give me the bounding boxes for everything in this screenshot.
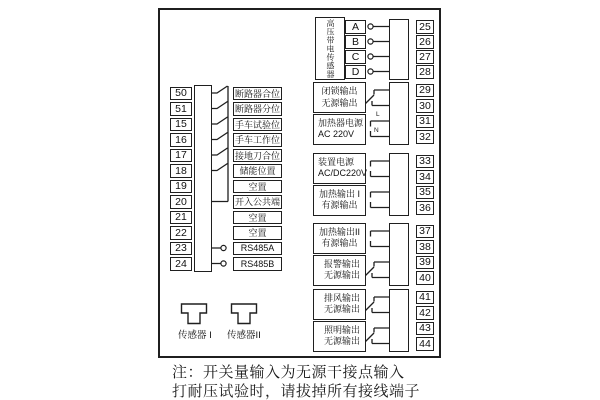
terminal-number-28: 28 bbox=[416, 65, 434, 79]
right-terminal-strip-33-36 bbox=[389, 153, 409, 217]
output-label-block bbox=[313, 114, 366, 145]
terminal-number-21: 21 bbox=[170, 211, 192, 225]
input-label: RS485B bbox=[233, 257, 282, 271]
note-line-2: 打耐压试验时，请拔掉所有接线端子 bbox=[172, 383, 421, 400]
input-label: 开入公共端 bbox=[233, 195, 282, 209]
terminal-number-32: 32 bbox=[416, 130, 434, 144]
output-label-line: 加热输出 I bbox=[318, 189, 360, 199]
output-label-line: 无源输出 bbox=[323, 336, 360, 347]
terminal-number-50: 50 bbox=[170, 87, 192, 101]
terminal-number-36: 36 bbox=[416, 201, 434, 215]
output-label-line: 无源输出 bbox=[321, 97, 358, 108]
output-label-line: 排风输出 bbox=[323, 293, 360, 303]
terminal-number-23: 23 bbox=[170, 242, 192, 256]
terminal-number-44: 44 bbox=[416, 337, 434, 351]
hv-channel-c: C bbox=[345, 50, 366, 64]
output-label-block bbox=[313, 289, 366, 321]
output-label-block bbox=[313, 82, 366, 113]
left-terminal-strip bbox=[194, 85, 212, 273]
hv-channel-d: D bbox=[345, 65, 366, 79]
terminal-number-25: 25 bbox=[416, 20, 434, 34]
output-label-line: AC/DC220V bbox=[318, 168, 368, 179]
right-terminal-strip-25-28 bbox=[389, 19, 409, 81]
wire-label-l: L bbox=[376, 111, 380, 118]
terminal-number-20: 20 bbox=[170, 195, 192, 209]
output-label-line: 装置电源 bbox=[318, 157, 355, 167]
input-label: 接地刀合位 bbox=[233, 149, 282, 163]
terminal-number-16: 16 bbox=[170, 133, 192, 147]
note-line-1: 注：开关量输入为无源干接点输入 bbox=[172, 364, 405, 381]
input-label: 空置 bbox=[233, 180, 282, 194]
input-label: 手车工作位 bbox=[233, 133, 282, 147]
output-label-line: 有源输出 bbox=[321, 238, 358, 249]
terminal-number-42: 42 bbox=[416, 306, 434, 320]
output-label-line: 闭锁输出 bbox=[321, 86, 358, 97]
hv-channel-b: B bbox=[345, 35, 366, 49]
terminal-number-33: 33 bbox=[416, 155, 434, 169]
terminal-number-34: 34 bbox=[416, 170, 434, 184]
output-label-block bbox=[313, 185, 366, 217]
terminal-number-38: 38 bbox=[416, 240, 434, 254]
output-label-block bbox=[313, 153, 366, 185]
output-label-block bbox=[313, 321, 366, 353]
terminal-number-27: 27 bbox=[416, 50, 434, 64]
input-label: RS485A bbox=[233, 242, 282, 256]
terminal-number-30: 30 bbox=[416, 99, 434, 113]
output-label-block bbox=[313, 255, 366, 287]
terminal-number-37: 37 bbox=[416, 225, 434, 239]
terminal-number-17: 17 bbox=[170, 149, 192, 163]
hv-channel-a: A bbox=[345, 20, 366, 34]
terminal-number-51: 51 bbox=[170, 102, 192, 116]
output-label-line: AC 220V bbox=[318, 129, 355, 139]
wire-label-n: N bbox=[374, 126, 379, 134]
terminal-number-15: 15 bbox=[170, 118, 192, 132]
output-label-line: 无源输出 bbox=[323, 304, 360, 315]
sensor2-label: 传感器II bbox=[227, 330, 261, 341]
terminal-number-41: 41 bbox=[416, 291, 434, 305]
hv-sensor-title: 高压带电传感器 bbox=[326, 18, 335, 79]
terminal-number-31: 31 bbox=[416, 115, 434, 129]
input-label: 空置 bbox=[233, 226, 282, 240]
terminal-number-43: 43 bbox=[416, 322, 434, 336]
terminal-number-29: 29 bbox=[416, 84, 434, 98]
output-label-line: 报警输出 bbox=[323, 259, 360, 269]
input-label: 空置 bbox=[233, 211, 282, 225]
input-label: 断路器合位 bbox=[233, 87, 282, 101]
right-terminal-strip-41-44 bbox=[389, 289, 409, 353]
output-label-line: 有源输出 bbox=[321, 200, 358, 211]
terminal-number-26: 26 bbox=[416, 35, 434, 49]
sensor1-label: 传感器 I bbox=[178, 330, 212, 341]
terminal-number-22: 22 bbox=[170, 226, 192, 240]
right-terminal-strip-29-32 bbox=[389, 82, 409, 146]
input-label: 断路器分位 bbox=[233, 102, 282, 116]
output-label-line: 加热输出II bbox=[318, 227, 360, 237]
input-label: 储能位置 bbox=[233, 164, 282, 178]
output-label-block bbox=[313, 223, 366, 255]
terminal-number-35: 35 bbox=[416, 186, 434, 200]
input-label: 手车试验位 bbox=[233, 118, 282, 132]
right-terminal-strip-37-40 bbox=[389, 223, 409, 287]
output-label-line: 照明输出 bbox=[323, 325, 360, 335]
terminal-number-39: 39 bbox=[416, 256, 434, 270]
hv-sensor-box bbox=[315, 17, 345, 80]
terminal-number-24: 24 bbox=[170, 257, 192, 271]
terminal-number-19: 19 bbox=[170, 180, 192, 194]
output-label-line: 加热器电源 bbox=[318, 117, 364, 128]
output-label-line: 无源输出 bbox=[323, 270, 360, 281]
terminal-number-18: 18 bbox=[170, 164, 192, 178]
terminal-number-40: 40 bbox=[416, 271, 434, 285]
